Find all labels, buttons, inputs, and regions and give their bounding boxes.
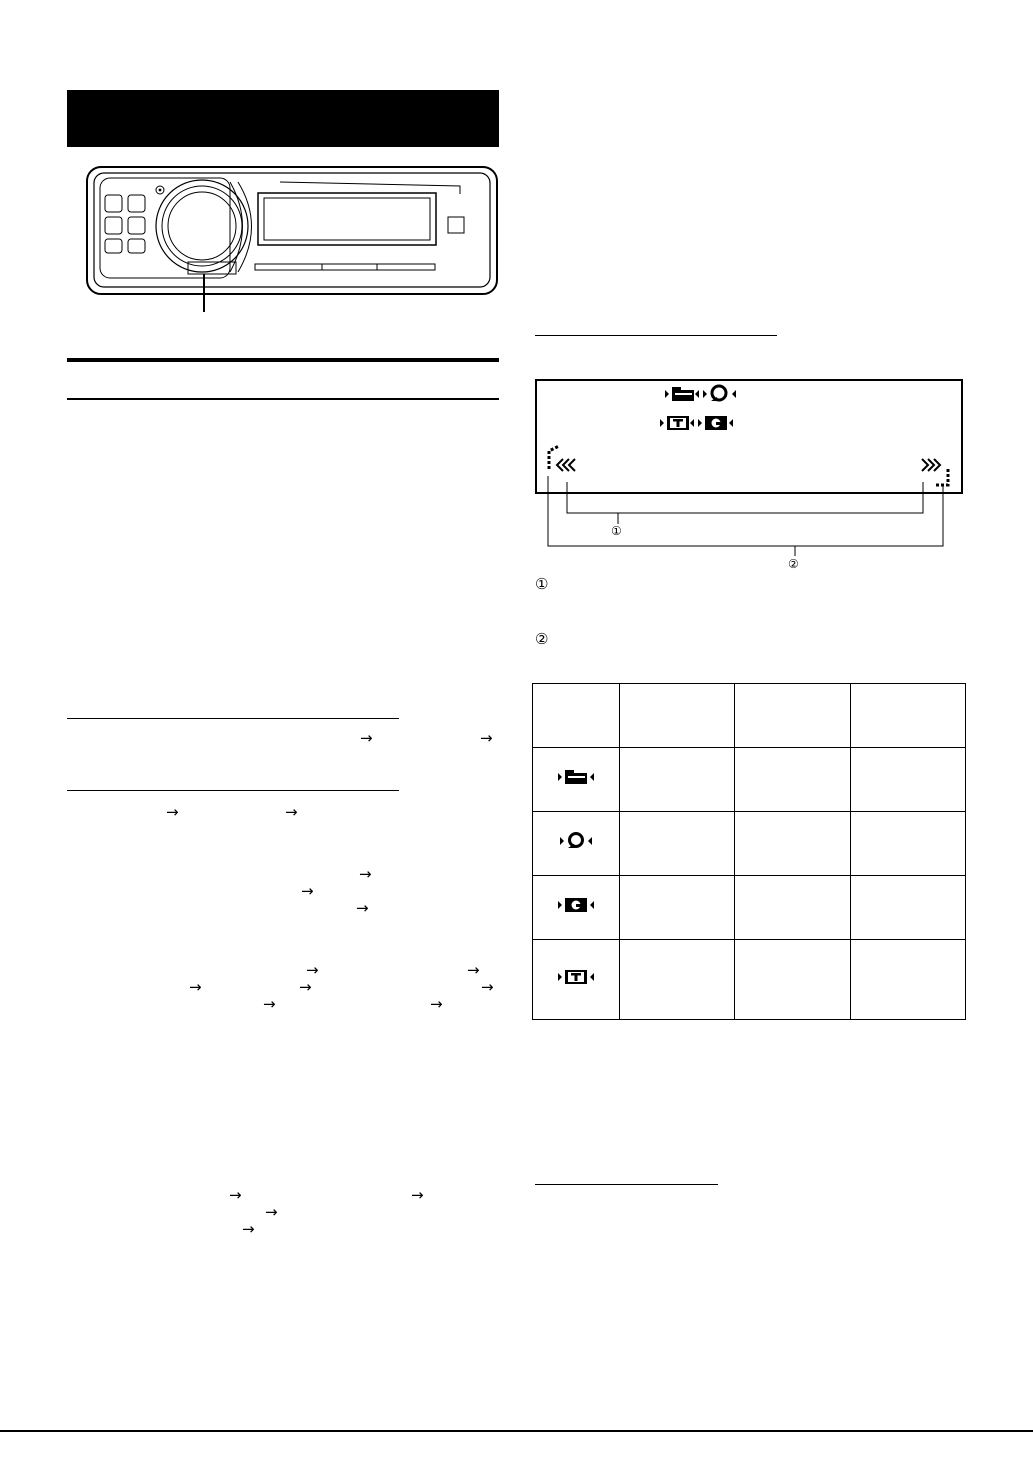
rotate-icon [556,896,596,914]
arrow-glyph: → [306,961,319,979]
arrow-glyph: → [467,961,480,979]
table-cell [850,812,965,876]
section-rule [67,398,499,400]
arrow-glyph: → [411,1186,424,1204]
table-header-cell [850,684,965,748]
arrow-glyph: → [189,978,202,996]
table-cell [850,876,965,940]
table-cell [735,748,850,812]
folder-icon [556,768,596,786]
arrow-glyph: → [301,882,314,900]
table-cell [735,940,850,1020]
arrow-glyph: → [360,729,373,747]
section-header-bar [67,90,499,147]
speech-icon [711,386,726,401]
table-header-cell [620,684,735,748]
table-cell [620,748,735,812]
lcd-row1-icons [660,384,750,404]
legend-marker-2: ② [535,630,549,648]
arrow-glyph: → [265,1203,278,1221]
table-icon-cell [533,940,620,1020]
arrow-glyph: → [430,995,443,1013]
section-rule-thick [67,358,499,362]
arrow-glyph: → [481,978,494,996]
table-row [533,876,966,940]
callout-1: ① [611,524,622,538]
arrow-glyph: → [242,1220,255,1238]
table-icon-cell [533,748,620,812]
table-icon-cell [533,876,620,940]
head-unit-illustration [80,160,505,315]
legend-marker-1: ① [535,575,549,593]
lcd-left-indicator [545,443,585,473]
arrow-glyph: → [285,803,298,821]
speech-icon [558,831,594,851]
table-icon-cell [533,812,620,876]
arrow-glyph: → [166,803,179,821]
arrow-glyph: → [356,899,369,917]
arrow-glyph: → [359,865,372,883]
table-cell [850,940,965,1020]
table-row [533,748,966,812]
table-cell [850,748,965,812]
table-cell [735,812,850,876]
arrow-glyph: → [480,729,493,747]
table-cell [620,876,735,940]
table-cell [620,812,735,876]
subsection-rule-2 [67,790,399,791]
page-footer-rule [0,1430,1033,1432]
right-heading-underline-1 [535,335,777,336]
arrow-glyph: → [299,978,312,996]
table-header-cell [735,684,850,748]
t-icon [667,416,689,430]
lcd-row2-icons [655,413,745,433]
subsection-rule-1 [67,718,399,719]
callout-2: ② [788,557,799,571]
table-row [533,812,966,876]
table-cell [735,876,850,940]
arrow-glyph: → [263,995,276,1013]
table-row [533,940,966,1020]
folder-icon [672,387,694,401]
rotate-icon [705,416,727,430]
t-icon [556,968,596,986]
table-header-cell [533,684,620,748]
table-cell [620,940,735,1020]
icon-table [532,683,966,1020]
right-heading-underline-2 [535,1184,718,1185]
arrow-glyph: → [229,1186,242,1204]
lcd-callout-lines [540,476,960,576]
table-header-row [533,684,966,748]
